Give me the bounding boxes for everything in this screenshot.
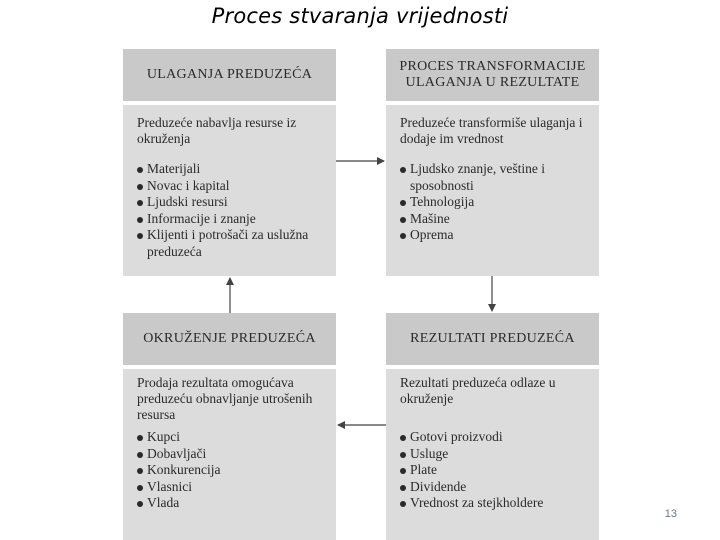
list-item: Dividende — [400, 479, 591, 496]
list-item: Konkurencija — [137, 462, 328, 479]
list-item: Mašine — [400, 211, 591, 228]
list-item: Gotovi proizvodi — [400, 429, 591, 446]
list-item: Vrednost za stejkholdere — [400, 495, 591, 512]
list-item: Vlada — [137, 495, 328, 512]
list-item: Oprema — [400, 227, 591, 244]
rezultati-description: Rezultati preduzeća odlaze u okruženje — [400, 375, 556, 406]
list-item: Klijenti i potrošači za uslužna preduzeća — [137, 227, 328, 260]
transformacija-header-line1: PROCES TRANSFORMACIJE — [399, 59, 586, 74]
ulaganja-header-label: ULAGANJA PREDUZEĆA — [146, 67, 313, 82]
list-item: Materijali — [137, 161, 328, 178]
page-number: 13 — [664, 508, 677, 520]
rezultati-header-label: REZULTATI PREDUZEĆA — [410, 331, 575, 346]
list-item: Kupci — [137, 429, 328, 446]
okruzenje-header-label: OKRUŽENJE PREDUZEĆA — [143, 331, 316, 346]
list-item: Informacije i znanje — [137, 211, 328, 228]
list-item: Ljudsko znanje, veštine i sposobnosti — [400, 161, 591, 194]
list-item: Dobavljači — [137, 446, 328, 463]
list-item: Ljudski resursi — [137, 194, 328, 211]
list-item: Usluge — [400, 446, 591, 463]
transformacija-description: Preduzeće transformiše ulaganja i dodaje im vrednost — [400, 115, 583, 146]
list-item: Tehnologija — [400, 194, 591, 211]
list-item: Vlasnici — [137, 479, 328, 496]
list-item: Plate — [400, 462, 591, 479]
list-item: Novac i kapital — [137, 178, 328, 195]
okruzenje-description: Prodaja rezultata omogućava preduzeću obnavljanje utrošenih resursa — [137, 375, 313, 422]
slide-title: Proces stvaranja vrijednosti — [211, 4, 509, 28]
transformacija-header-line2: ULAGANJA U REZULTATE — [405, 75, 580, 90]
ulaganja-description: Preduzeće nabavlja resurse iz okruženja — [137, 115, 297, 146]
